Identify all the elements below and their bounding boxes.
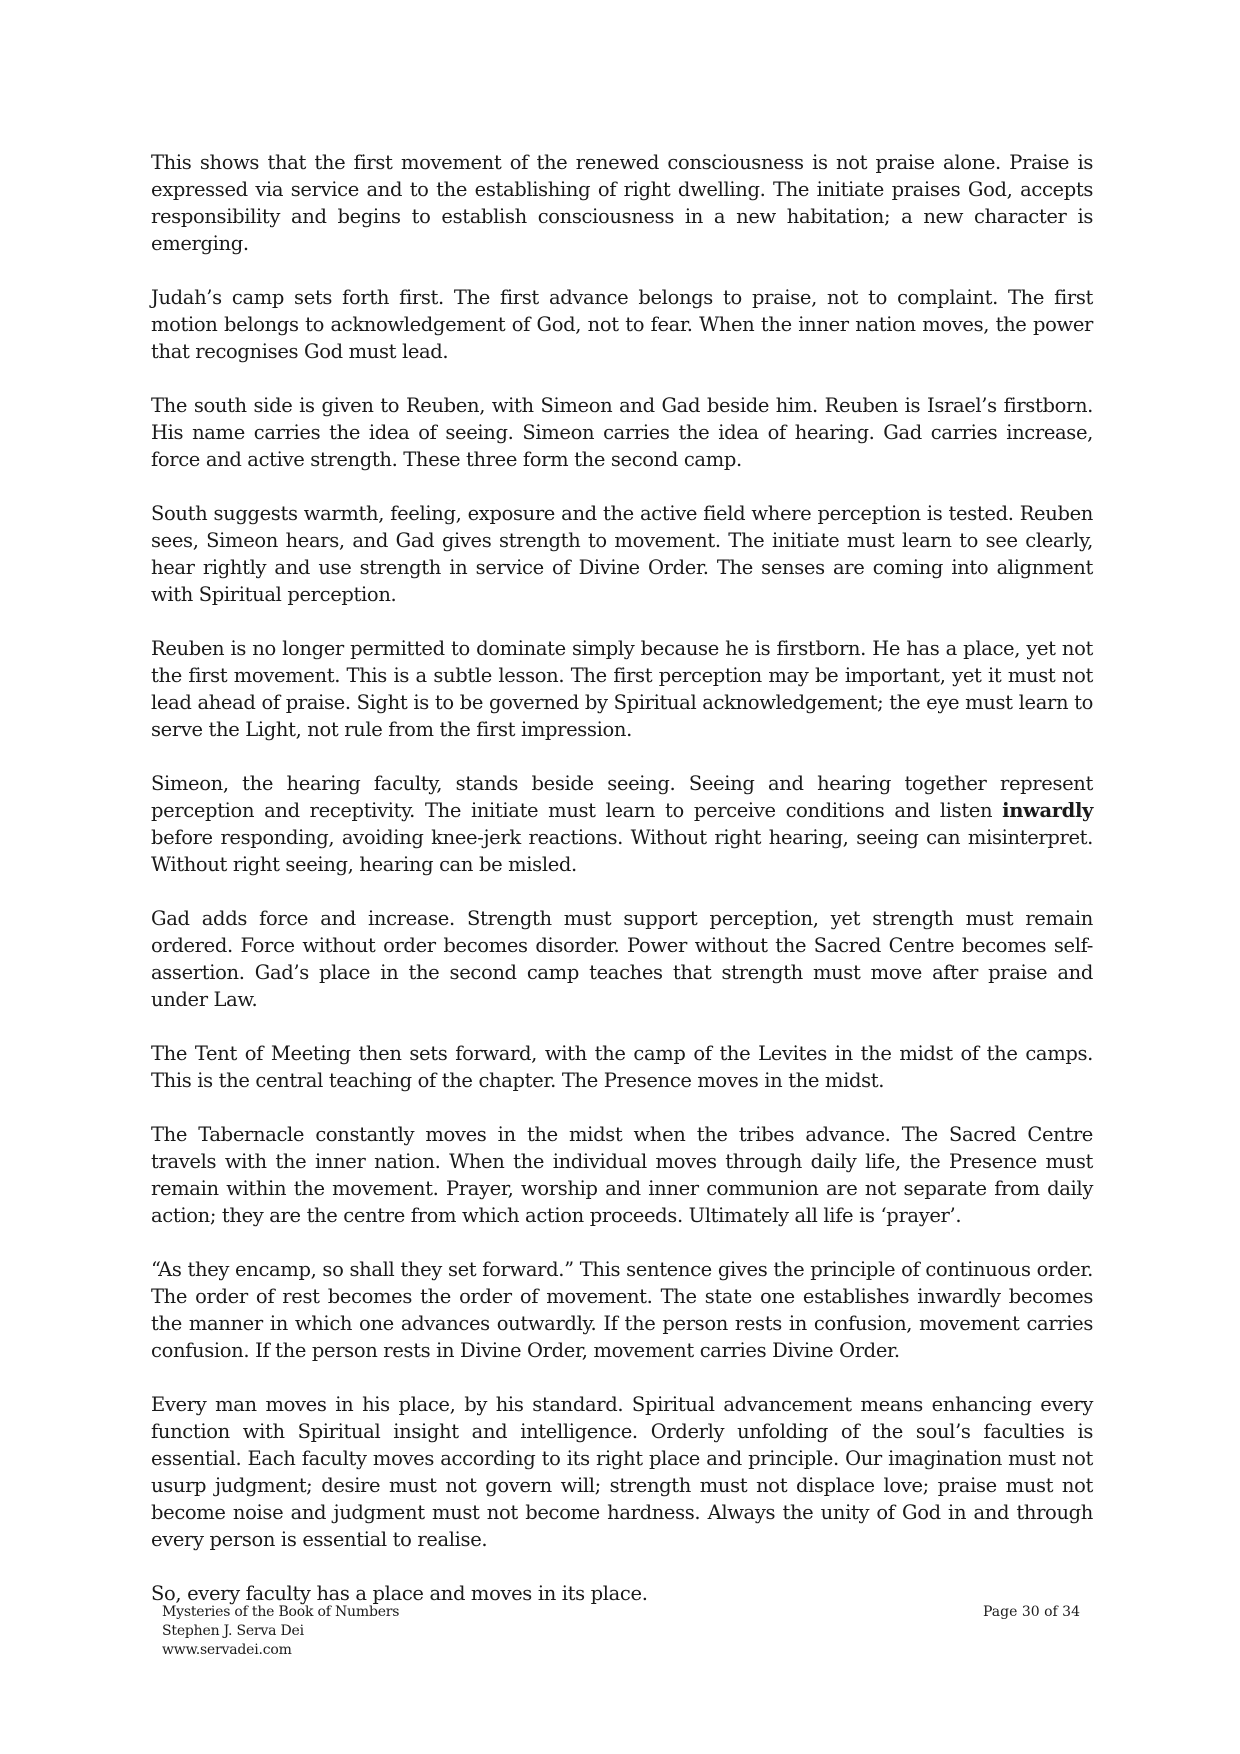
footer-info xyxy=(162,1603,399,1660)
paragraph: Every man moves in his place, by his standard. Spiritual advancement means enhancing every function with Spiritual insight and intelligence. Orderly unfolding of the soul’s faculties is essential. Each faculty moves according to its right place and principle. Our imagination must not usurp judgment; desire must not govern will; strength must not displace love; praise must not become noise and judgment must not become hardness. Always the unity of God in and through every person is essential to realise. xyxy=(151,1393,1093,1551)
paragraph: The Tabernacle constantly moves in the midst when the tribes advance. The Sacred Centre travels with the inner nation. When the individual moves through daily life, the Presence must remain within the movement. Prayer, worship and inner communion are not separate from daily action; they are the centre from which action proceeds. Ultimately all life is ‘prayer’. xyxy=(151,1123,1093,1227)
footer-book-title: Mysteries of the Book of Numbers xyxy=(162,1604,400,1620)
page-number: Page 30 of 34 xyxy=(983,1604,1080,1620)
paragraph: The Tent of Meeting then sets forward, with the camp of the Levites in the midst of the camps. This is the central teaching of the chapter. The Presence moves in the midst. xyxy=(151,1042,1093,1092)
footer-author: Stephen J. Serva Dei xyxy=(162,1623,304,1639)
paragraph: “As they encamp, so shall they set forward.” This sentence gives the principle of continuous order. The order of rest becomes the order of movement. The state one establishes inwardly becomes the manner in which one advances outwardly. If the person rests in confusion, movement carries confusion. If the person rests in Divine Order, movement carries Divine Order. xyxy=(151,1258,1093,1362)
paragraph: Gad adds force and increase. Strength must support perception, yet strength must remain ordered. Force without order becomes disorder. Power without the Sacred Centre becomes self-assertion. Gad’s place in the second camp teaches that strength must move after praise and under Law. xyxy=(151,907,1093,1011)
paragraph-text: Simeon, the hearing faculty, stands beside seeing. Seeing and hearing together represent perception and receptivity. The initiate must learn to perceive conditions and listen xyxy=(151,772,1093,822)
paragraph: Judah’s camp sets forth first. The first advance belongs to praise, not to complaint. The first motion belongs to acknowledgement of God, not to fear. When the inner nation moves, the power that recognises God must lead. xyxy=(151,286,1093,363)
body-text xyxy=(151,149,1093,1634)
paragraph: So, every faculty has a place and moves in its place. xyxy=(151,1582,648,1605)
emphasis-text: inwardly xyxy=(1002,799,1093,822)
paragraph: The south side is given to Reuben, with Simeon and Gad beside him. Reuben is Israel’s firstborn. His name carries the idea of seeing. Simeon carries the idea of hearing. Gad carries increase, force and active strength. These three form the second camp. xyxy=(151,394,1093,471)
paragraph: This shows that the first movement of the renewed consciousness is not praise alone. Praise is expressed via service and to the establishing of right dwelling. The initiate praises God, accepts responsibility and begins to establish consciousness in a new habitation; a new character is emerging. xyxy=(151,151,1093,255)
paragraph: Reuben is no longer permitted to dominate simply because he is firstborn. He has a place, yet not the first movement. This is a subtle lesson. The first perception may be important, yet it must not lead ahead of praise. Sight is to be governed by Spiritual acknowledgement; the eye must learn to serve the Light, not rule from the first impression. xyxy=(151,637,1093,741)
paragraph xyxy=(151,770,1093,878)
footer-website: www.servadei.com xyxy=(162,1642,292,1658)
paragraph-text: before responding, avoiding knee-jerk reactions. Without right hearing, seeing can misinterpret. Without right seeing, hearing can be misled. xyxy=(151,826,1093,876)
paragraph: South suggests warmth, feeling, exposure and the active field where perception is tested. Reuben sees, Simeon hears, and Gad gives strength to movement. The initiate must learn to see clearly, hear rightly and use strength in service of Divine Order. The senses are coming into alignment with Spiritual perception. xyxy=(151,502,1093,606)
